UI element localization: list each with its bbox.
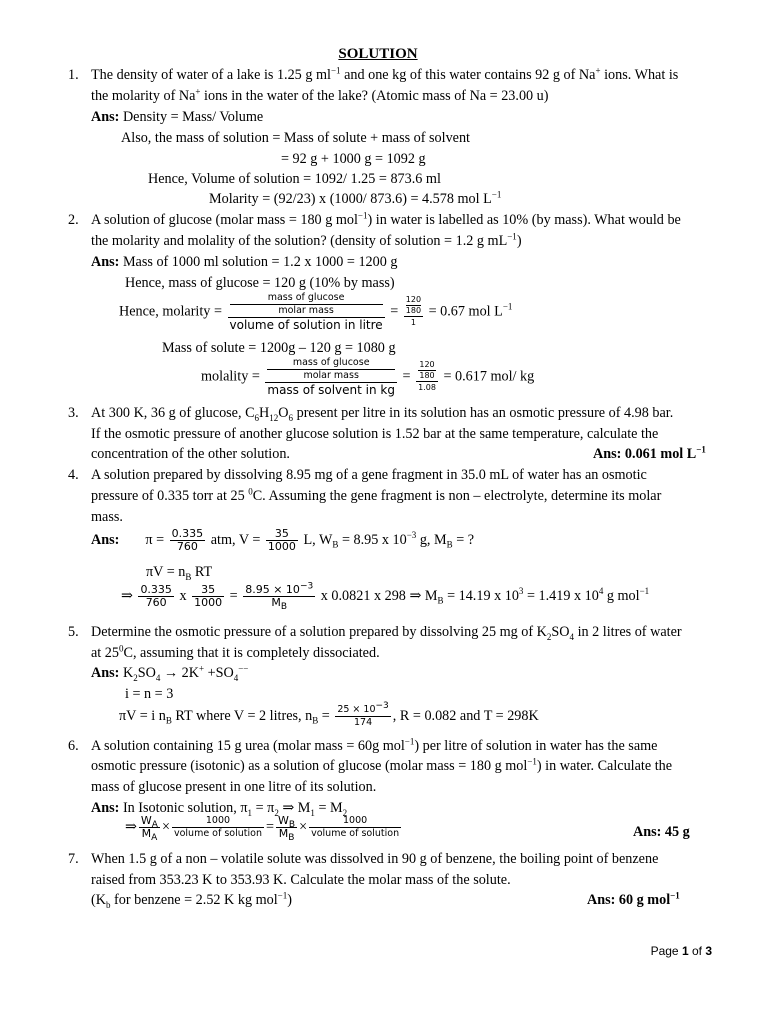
q1-answer-line3: = 92 g + 1000 g = 1092 g — [281, 151, 426, 167]
q2-answer-line2: Hence, mass of glucose = 120 g (10% by mass) — [125, 275, 395, 291]
q3-text-line2: If the osmotic pressure of another glucose solution is 1.52 bar at the same temperature, calculate the — [91, 426, 659, 442]
q5-number: 5. — [68, 624, 79, 640]
q7-text-line3: ($K_b$ for benzene = 2.52 K kg mol$^{-1}$) — [91, 890, 292, 910]
q2-text-line1: A solution of glucose (molar mass = 180 g mol$^{-1}$) in water is labelled as 10% (by mass). What would be — [91, 210, 681, 228]
q2-answer-line1: Ans: Mass of 1000 ml solution = 1.2 x 1000 = 1200 g — [91, 254, 398, 270]
q1-answer-line4: Hence, Volume of solution = 1092/ 1.25 = 873.6 ml — [148, 171, 441, 187]
q3-text-line3: concentration of the other solution. — [91, 446, 290, 462]
q7-answer: Ans: 60 g mol$^{-1}$ — [587, 890, 680, 908]
q1-text-line2: the molarity of Na+ ions in the water of the lake? (Atomic mass of Na = 23.00 u) — [91, 86, 549, 104]
q2-molality-equation: molality = mass of glucose molar mass mass of solvent in kg = 120 180 1.08 = 0.617 mol/ kg — [201, 357, 535, 397]
q5-answer-line3: πV = i $n_B$ RT where V = 2 litres, $n_B$ = $\frac{25 \times 10^{-3}}{174}$ , R = 0.082 and T = 298K — [119, 700, 539, 728]
q2-answer-line4: Mass of solute = 1200g – 120 g = 1080 g — [162, 340, 396, 356]
q2-number: 2. — [68, 212, 79, 228]
q6-text-line1: A solution containing 15 g urea (molar mass = 60g mol$^{-1}$) per litre of solution in water has the same — [91, 736, 658, 754]
q2-text-line2: the molarity and molality of the solution? (density of solution = 1.2 g $mL^{-1}$) — [91, 231, 522, 249]
q1-answer-line1: Ans: Density = Mass/ Volume — [91, 109, 264, 125]
q4-answer-line2: $\pi V = n_B$ RT — [146, 564, 213, 582]
q4-answer-line1: Ans: π = $\frac{0.335}{760}$ atm, V = $\frac{35}{1000}$ L, $W_B = 8.95$ x $10^{-3}$ g, $M_B$ = ? — [91, 527, 475, 553]
q7-number: 7. — [68, 851, 79, 867]
q4-text-line1: A solution prepared by dissolving 8.95 mg of a gene fragment in 35.0 mL of water has an osmotic — [91, 467, 647, 483]
q1-answer-line5: Molarity = (92/23) x (1000/ 873.6) = 4.578 mol $L^{-1}$ — [209, 189, 502, 207]
page-number: Page 1 of 3 — [650, 944, 712, 958]
q5-answer-line2: i = n = 3 — [125, 686, 174, 702]
q7-text-line1: When 1.5 g of a non – volatile solute was dissolved in 90 g of benzene, the boiling point of benzene — [91, 851, 659, 867]
q5-text-line2: at $25^0C$, assuming that it is completely dissociated. — [91, 643, 380, 661]
q1-number: 1. — [68, 67, 79, 83]
q7-text-line2: raised from 353.23 K to 353.93 K. Calculate the molar mass of the solute. — [91, 872, 511, 888]
q6-answer-line2: ⇒ $\frac{W_A}{M_A}$ × $\frac{1000}{\text{volume of solution}}$ = $\frac{W_B}{M_B}$ × $\frac{1000}{\text{volume of solution}}$ — [125, 814, 400, 844]
q6-number: 6. — [68, 738, 79, 754]
q1-text-line1: The density of water of a lake is 1.25 g $ml^{-1}$ and one kg of this water contains 92 g of Na+ ions. What is — [91, 65, 679, 83]
q4-answer-line3: ⇒ $\frac{0.335}{760}$ x $\frac{35}{1000}$ = $\frac{8.95 \times 10^{-3}}{M_B}$ x 0.0821 x 298 ⇒ $M_B = 14.19$ x $10^3 = 1.419$ x $10^4$ g mol$^{-1}$ — [121, 581, 650, 613]
q3-answer: Ans: 0.061 mol $L^{-1}$ — [593, 444, 706, 462]
q6-answer: Ans: 45 g — [633, 824, 690, 840]
q1-answer-line2: Also, the mass of solution = Mass of solute + mass of solvent — [121, 130, 471, 146]
q5-answer-line1: Ans: $K_2SO_4 \to 2K^+ +SO_4^{--}$ — [91, 663, 249, 683]
q5-text-line1: Determine the osmotic pressure of a solution prepared by dissolving 25 mg of $K_2SO_4$ in 2 litres of water — [91, 624, 682, 642]
q4-text-line2: pressure of 0.335 torr at 25 $^0$C. Assuming the gene fragment is non – electrolyte, determine its molar — [91, 486, 662, 504]
document-title: SOLUTION — [338, 46, 418, 62]
q3-number: 3. — [68, 405, 79, 421]
q4-text-line3: mass. — [91, 509, 123, 525]
q3-text-line1: At 300 K, 36 g of glucose, $C_6H_{12}O_6$ present per litre in its solution has an osmotic pressure of 4.98 bar. — [91, 405, 674, 423]
q4-number: 4. — [68, 467, 79, 483]
q6-text-line3: mass of glucose present in one litre of its solution. — [91, 779, 377, 795]
q6-answer-line1: Ans: In Isotonic solution, $\pi_1 = \pi_2$ ⇒ $M_1 = M_2$ — [91, 800, 348, 818]
q6-text-line2: osmotic pressure (isotonic) as a solution of glucose (molar mass = 180 g mol$^{-1}$) in water. Calculate the — [91, 756, 673, 774]
q2-molarity-equation: Hence, molarity = mass of glucose molar mass volume of solution in litre = 120 180 1 = 0.67 mol $L^{-1}$ — [119, 292, 513, 332]
